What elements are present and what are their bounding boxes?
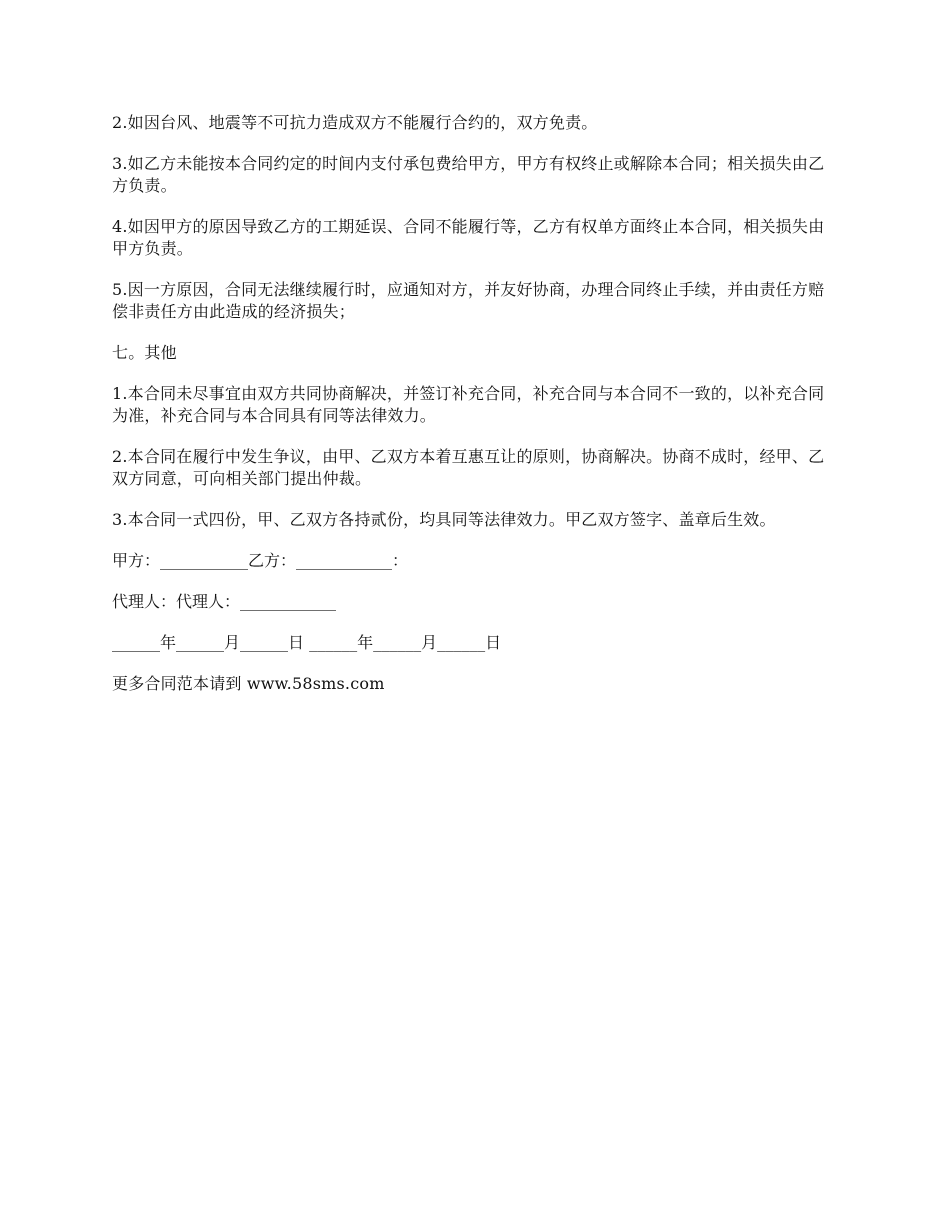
- document-page: [112, 112, 840, 714]
- clause-payment-default: 3.如乙方未能按本合同约定的时间内支付承包费给甲方，甲方有权终止或解除本合同；相关损失由乙方负责。: [112, 154, 825, 195]
- footer-more-templates: 更多合同范本请到 www.58sms.com: [112, 674, 385, 693]
- signature-agent-line: 代理人：代理人：____________: [112, 592, 337, 611]
- section-heading-other: 七。其他: [112, 343, 177, 362]
- clause-party-a-fault: 4.如因甲方的原因导致乙方的工期延误、合同不能履行等，乙方有权单方面终止本合同，相关损失由甲方负责。: [112, 217, 825, 258]
- clause-termination: 5.因一方原因，合同无法继续履行时，应通知对方，并友好协商，办理合同终止手续，并由责任方赔偿非责任方由此造成的经济损失；: [112, 280, 825, 321]
- signature-date-line: ______年______月______日 ______年______月______日: [112, 633, 502, 652]
- signature-parties-line: 甲方：___________乙方：____________：: [112, 551, 409, 570]
- clause-copies-effective: 3.本合同一式四份，甲、乙双方各持贰份，均具同等法律效力。甲乙双方签字、盖章后生效。: [112, 510, 776, 529]
- clause-supplementary-contract: 1.本合同未尽事宜由双方共同协商解决，并签订补充合同，补充合同与本合同不一致的，以补充合同为准，补充合同与本合同具有同等法律效力。: [112, 384, 825, 425]
- clause-force-majeure: 2.如因台风、地震等不可抗力造成双方不能履行合约的，双方免责。: [112, 113, 598, 132]
- clause-dispute-resolution: 2.本合同在履行中发生争议，由甲、乙双方本着互惠互让的原则，协商解决。协商不成时，经甲、乙双方同意，可向相关部门提出仲裁。: [112, 447, 825, 488]
